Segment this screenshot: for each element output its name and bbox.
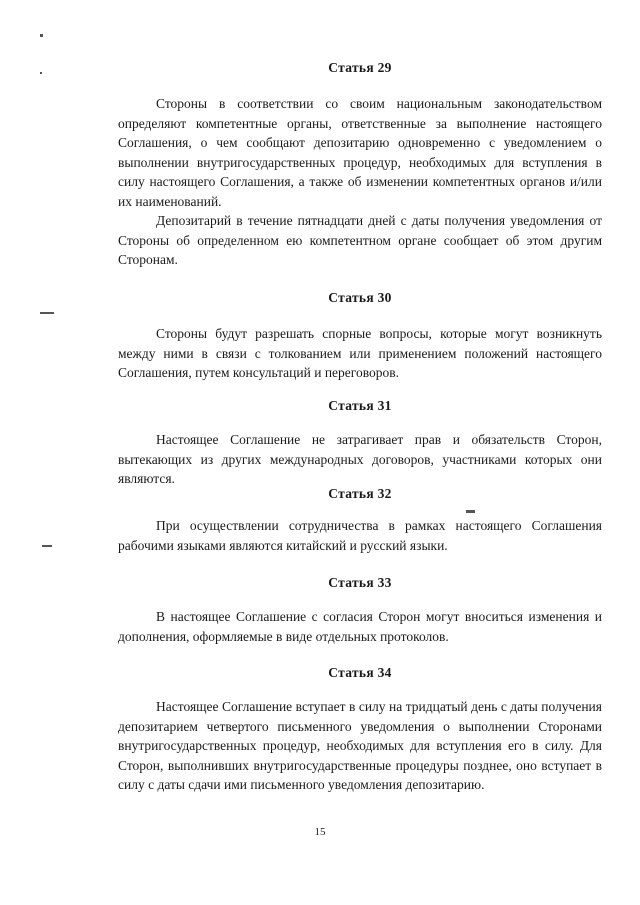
article-heading: Статья 32 [328,486,392,501]
scan-speck [42,545,52,547]
article-paragraph: Настоящее Соглашение вступает в силу на тридцатый день с даты получения депозитарием четвертого письменного уведомления о выполнении Сторонами внутригосударственных процедур, необходимых для вступления его в силу. Для Сторон, выполнивших внутригосударственные процедуры позднее, оно вступает в силу с даты сдачи ими письменного уведомления депозитарию. [118,699,602,792]
article-33 [118,575,602,646]
article-paragraph: При осуществлении сотрудничества в рамках настоящего Соглашения рабочими языками являются китайский и русский языки. [118,518,602,553]
scan-speck [40,34,43,37]
article-paragraph: Стороны в соответствии со своим национальным законодательством определяют компетентные органы, ответственные за выполнение настоящего Соглашения, о чем сообщают депозитарию одновременно с уведомлением о выполнении внутригосударственных процедур, необходимых для вступления в силу настоящего Соглашения, а также об изменении компетентных органов и/или их наименований. [118,96,602,209]
article-32 [118,486,602,555]
article-heading: Статья 34 [328,665,392,680]
article-30 [118,290,602,383]
article-heading: Статья 33 [328,575,392,590]
article-paragraph: Депозитарий в течение пятнадцати дней с даты получения уведомления от Стороны об определенном ею компетентном органе сообщает об этом другим Сторонам. [118,213,602,267]
article-31 [118,398,602,489]
article-34 [118,665,602,795]
article-paragraph: Стороны будут разрешать спорные вопросы, которые могут возникнуть между ними в связи с толкованием или применением положений настоящего Соглашения, путем консультаций и переговоров. [118,326,602,380]
article-heading: Статья 29 [328,60,392,75]
article-heading: Статья 30 [328,290,392,305]
article-29 [118,60,602,270]
article-paragraph: Настоящее Соглашение не затрагивает прав и обязательств Сторон, вытекающих из других международных договоров, участниками которых они являются. [118,432,602,486]
article-heading: Статья 31 [328,398,392,413]
article-paragraph: В настоящее Соглашение с согласия Сторон могут вноситься изменения и дополнения, оформляемые в виде отдельных протоколов. [118,609,602,644]
page-number: 15 [314,826,326,838]
scan-speck [40,312,54,314]
scan-speck [40,72,42,74]
